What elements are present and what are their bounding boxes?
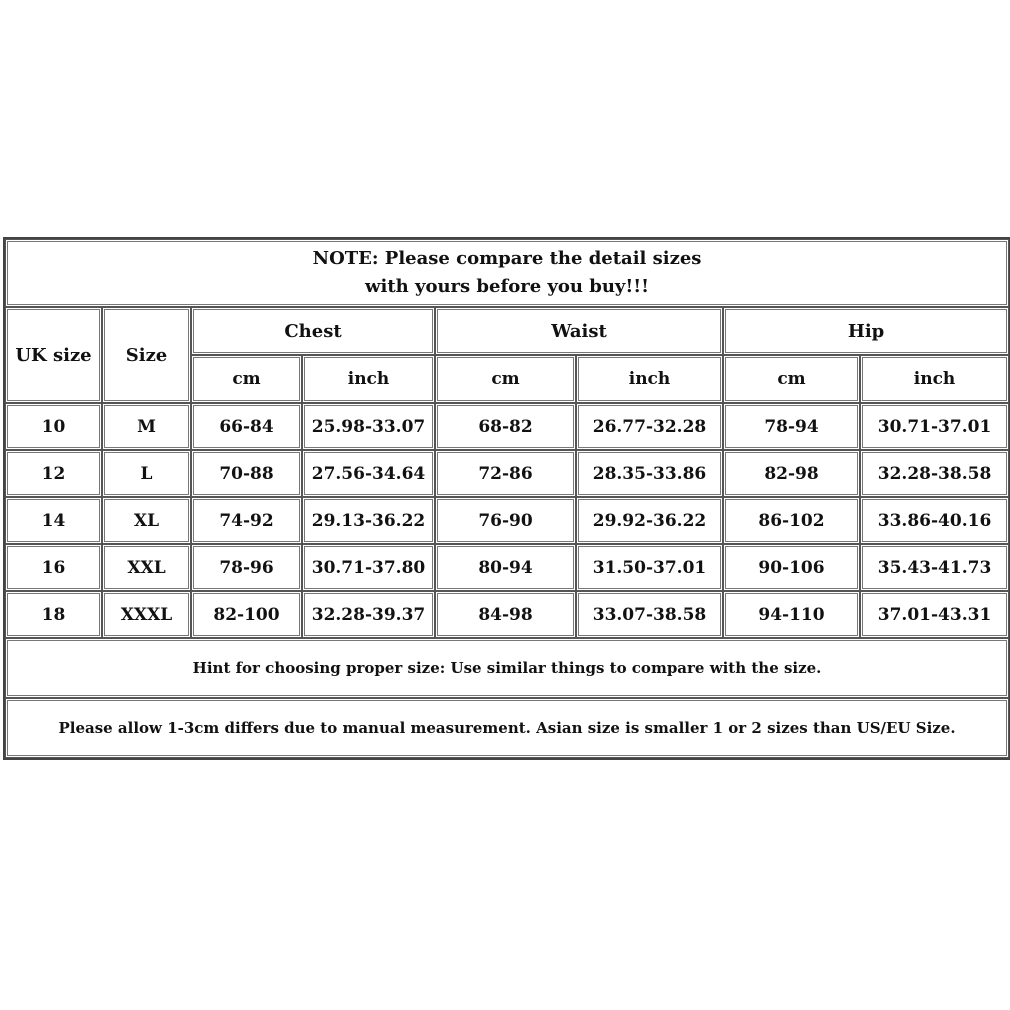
note-cell	[5, 239, 1009, 307]
note-row	[5, 239, 1009, 307]
chest-inch-cell: 29.13-36.22	[302, 497, 435, 544]
hip-inch-cell: 30.71-37.01	[860, 403, 1009, 450]
hint-row	[5, 638, 1009, 698]
uk-size-cell: 10	[5, 403, 102, 450]
waist-inch-cell: 29.92-36.22	[576, 497, 723, 544]
size-cell: L	[102, 450, 191, 497]
table-row	[5, 403, 1009, 450]
size-cell: XXL	[102, 544, 191, 591]
waist-inch-cell: 26.77-32.28	[576, 403, 723, 450]
hip-cm-cell: 82-98	[723, 450, 860, 497]
hip-inch-unit: inch	[860, 355, 1009, 403]
uk-size-header: UK size	[5, 307, 102, 403]
chest-cm-cell: 74-92	[191, 497, 302, 544]
waist-inch-cell: 31.50-37.01	[576, 544, 723, 591]
note-line-2: with yours before you buy!!!	[364, 276, 650, 297]
waist-cm-cell: 84-98	[435, 591, 576, 638]
chest-cm-unit: cm	[191, 355, 302, 403]
hip-cm-cell: 86-102	[723, 497, 860, 544]
table-row	[5, 497, 1009, 544]
hip-cm-unit: cm	[723, 355, 860, 403]
chest-cm-cell: 78-96	[191, 544, 302, 591]
hip-cm-cell: 94-110	[723, 591, 860, 638]
uk-size-cell: 14	[5, 497, 102, 544]
waist-inch-cell: 33.07-38.58	[576, 591, 723, 638]
size-header: Size	[102, 307, 191, 403]
hip-inch-cell: 35.43-41.73	[860, 544, 1009, 591]
chest-inch-unit: inch	[302, 355, 435, 403]
waist-inch-cell: 28.35-33.86	[576, 450, 723, 497]
allowance-text: Please allow 1-3cm differs due to manual measurement. Asian size is smaller 1 or 2 sizes than US/EU Size.	[5, 698, 1009, 758]
waist-cm-cell: 80-94	[435, 544, 576, 591]
chest-inch-cell: 32.28-39.37	[302, 591, 435, 638]
waist-cm-cell: 72-86	[435, 450, 576, 497]
chest-header: Chest	[191, 307, 435, 355]
uk-size-cell: 16	[5, 544, 102, 591]
waist-cm-cell: 68-82	[435, 403, 576, 450]
size-chart-table	[3, 237, 1010, 760]
chest-inch-cell: 30.71-37.80	[302, 544, 435, 591]
hip-cm-cell: 90-106	[723, 544, 860, 591]
waist-cm-cell: 76-90	[435, 497, 576, 544]
allowance-row	[5, 698, 1009, 758]
chest-cm-cell: 66-84	[191, 403, 302, 450]
hint-text: Hint for choosing proper size: Use similar things to compare with the size.	[5, 638, 1009, 698]
note-line-1: NOTE: Please compare the detail sizes	[312, 248, 702, 269]
hip-header: Hip	[723, 307, 1009, 355]
chest-inch-cell: 25.98-33.07	[302, 403, 435, 450]
waist-inch-unit: inch	[576, 355, 723, 403]
waist-cm-unit: cm	[435, 355, 576, 403]
header-row	[5, 307, 1009, 355]
hip-inch-cell: 37.01-43.31	[860, 591, 1009, 638]
size-cell: XXXL	[102, 591, 191, 638]
chest-cm-cell: 70-88	[191, 450, 302, 497]
table-row	[5, 450, 1009, 497]
size-cell: XL	[102, 497, 191, 544]
table-row	[5, 591, 1009, 638]
waist-header: Waist	[435, 307, 723, 355]
size-cell: M	[102, 403, 191, 450]
chest-inch-cell: 27.56-34.64	[302, 450, 435, 497]
table-row	[5, 544, 1009, 591]
chest-cm-cell: 82-100	[191, 591, 302, 638]
hip-inch-cell: 33.86-40.16	[860, 497, 1009, 544]
uk-size-cell: 12	[5, 450, 102, 497]
hip-inch-cell: 32.28-38.58	[860, 450, 1009, 497]
uk-size-cell: 18	[5, 591, 102, 638]
hip-cm-cell: 78-94	[723, 403, 860, 450]
